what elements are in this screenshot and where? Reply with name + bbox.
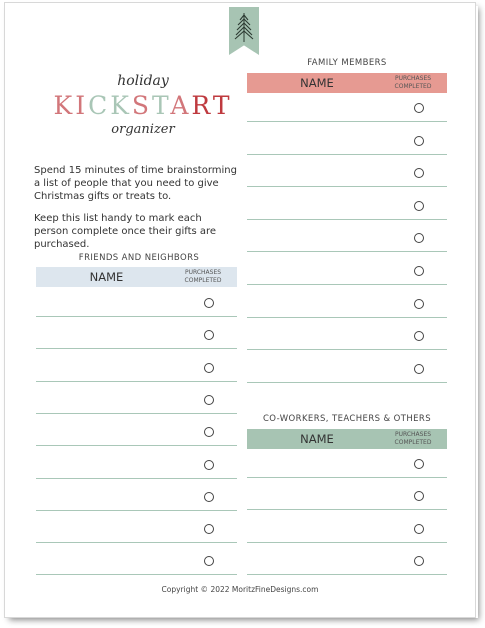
coworkers-name-header: NAME xyxy=(300,432,334,446)
friends-purchase-checkbox[interactable] xyxy=(204,492,214,502)
printable-page xyxy=(4,2,476,618)
coworkers-purchase-checkbox[interactable] xyxy=(414,491,424,501)
family-name-line[interactable] xyxy=(247,219,447,220)
family-name-line[interactable] xyxy=(247,317,447,318)
intro-text xyxy=(34,164,239,260)
coworkers-purchases-header: PURCHASES COMPLETED xyxy=(394,431,432,446)
friends-purchase-checkbox[interactable] xyxy=(204,460,214,470)
coworkers-name-line[interactable] xyxy=(247,542,447,543)
friends-purchase-checkbox[interactable] xyxy=(204,298,214,308)
brand-title xyxy=(45,73,241,137)
family-name-line[interactable] xyxy=(247,382,447,383)
kickstart-letter: S xyxy=(131,91,153,120)
family-purchases-header: PURCHASES COMPLETED xyxy=(394,75,432,90)
holiday-script: holiday xyxy=(117,73,169,89)
kickstart-letter: C xyxy=(88,91,111,120)
coworkers-purchase-checkbox[interactable] xyxy=(414,556,424,566)
coworkers-purchase-checkbox[interactable] xyxy=(414,524,424,534)
family-name-line[interactable] xyxy=(247,349,447,350)
family-purchase-checkbox[interactable] xyxy=(414,136,424,146)
friends-purchase-checkbox[interactable] xyxy=(204,556,214,566)
friends-name-line[interactable] xyxy=(36,478,237,479)
family-table-header xyxy=(247,73,447,93)
coworkers-name-line[interactable] xyxy=(247,574,447,575)
family-purchase-checkbox[interactable] xyxy=(414,299,424,309)
family-name-header: NAME xyxy=(300,76,334,90)
kickstart-letter: K xyxy=(110,91,132,120)
family-name-line[interactable] xyxy=(247,154,447,155)
friends-purchases-header: PURCHASES COMPLETED xyxy=(184,269,222,284)
friends-purchase-checkbox[interactable] xyxy=(204,395,214,405)
coworkers-table-header xyxy=(247,429,447,449)
coworkers-purchase-checkbox[interactable] xyxy=(414,459,424,469)
kickstart-letter: A xyxy=(170,91,192,120)
family-purchase-checkbox[interactable] xyxy=(414,103,424,113)
family-purchase-checkbox[interactable] xyxy=(414,233,424,243)
kickstart-letter: T xyxy=(212,91,233,120)
intro-paragraph-1: Spend 15 minutes of time brainstorming a list of people that you need to give Christmas gifts or treats to. xyxy=(34,165,237,202)
kickstart-letter: R xyxy=(191,91,213,120)
family-name-line[interactable] xyxy=(247,284,447,285)
family-name-line[interactable] xyxy=(247,251,447,252)
friends-section-title: FRIENDS AND NEIGHBORS xyxy=(78,253,200,263)
kickstart-letter: I xyxy=(75,91,89,120)
ribbon-bookmark xyxy=(229,7,259,55)
coworkers-name-line[interactable] xyxy=(247,477,447,478)
kickstart-letter: K xyxy=(53,91,76,120)
family-name-line[interactable] xyxy=(247,186,447,187)
friends-name-line[interactable] xyxy=(36,348,237,349)
family-purchase-checkbox[interactable] xyxy=(414,331,424,341)
pine-tree-icon xyxy=(229,11,259,45)
kickstart-wordmark xyxy=(45,91,241,120)
family-purchase-checkbox[interactable] xyxy=(414,266,424,276)
family-purchase-checkbox[interactable] xyxy=(414,364,424,374)
coworkers-name-line[interactable] xyxy=(247,509,447,510)
friends-name-line[interactable] xyxy=(36,413,237,414)
kickstart-letter: T xyxy=(152,91,171,120)
family-purchase-checkbox[interactable] xyxy=(414,168,424,178)
family-purchase-checkbox[interactable] xyxy=(414,201,424,211)
family-name-line[interactable] xyxy=(247,121,447,122)
coworkers-section-title: CO-WORKERS, TEACHERS & OTHERS xyxy=(262,414,432,424)
friends-name-line[interactable] xyxy=(36,316,237,317)
copyright-footer: Copyright © 2022 MoritzFineDesigns.com xyxy=(161,585,319,594)
friends-name-header: NAME xyxy=(89,270,124,284)
friends-name-line[interactable] xyxy=(36,445,237,446)
friends-purchase-checkbox[interactable] xyxy=(204,330,214,340)
friends-table-header xyxy=(36,267,237,287)
family-section-title: FAMILY MEMBERS xyxy=(307,58,387,68)
organizer-script: organizer xyxy=(111,122,175,137)
intro-paragraph-2: Keep this list handy to mark each person complete once their gifts are purchased. xyxy=(34,213,217,250)
friends-purchase-checkbox[interactable] xyxy=(204,427,214,437)
friends-name-line[interactable] xyxy=(36,574,237,575)
friends-name-line[interactable] xyxy=(36,542,237,543)
friends-purchase-checkbox[interactable] xyxy=(204,363,214,373)
friends-purchase-checkbox[interactable] xyxy=(204,524,214,534)
friends-name-line[interactable] xyxy=(36,510,237,511)
friends-name-line[interactable] xyxy=(36,381,237,382)
